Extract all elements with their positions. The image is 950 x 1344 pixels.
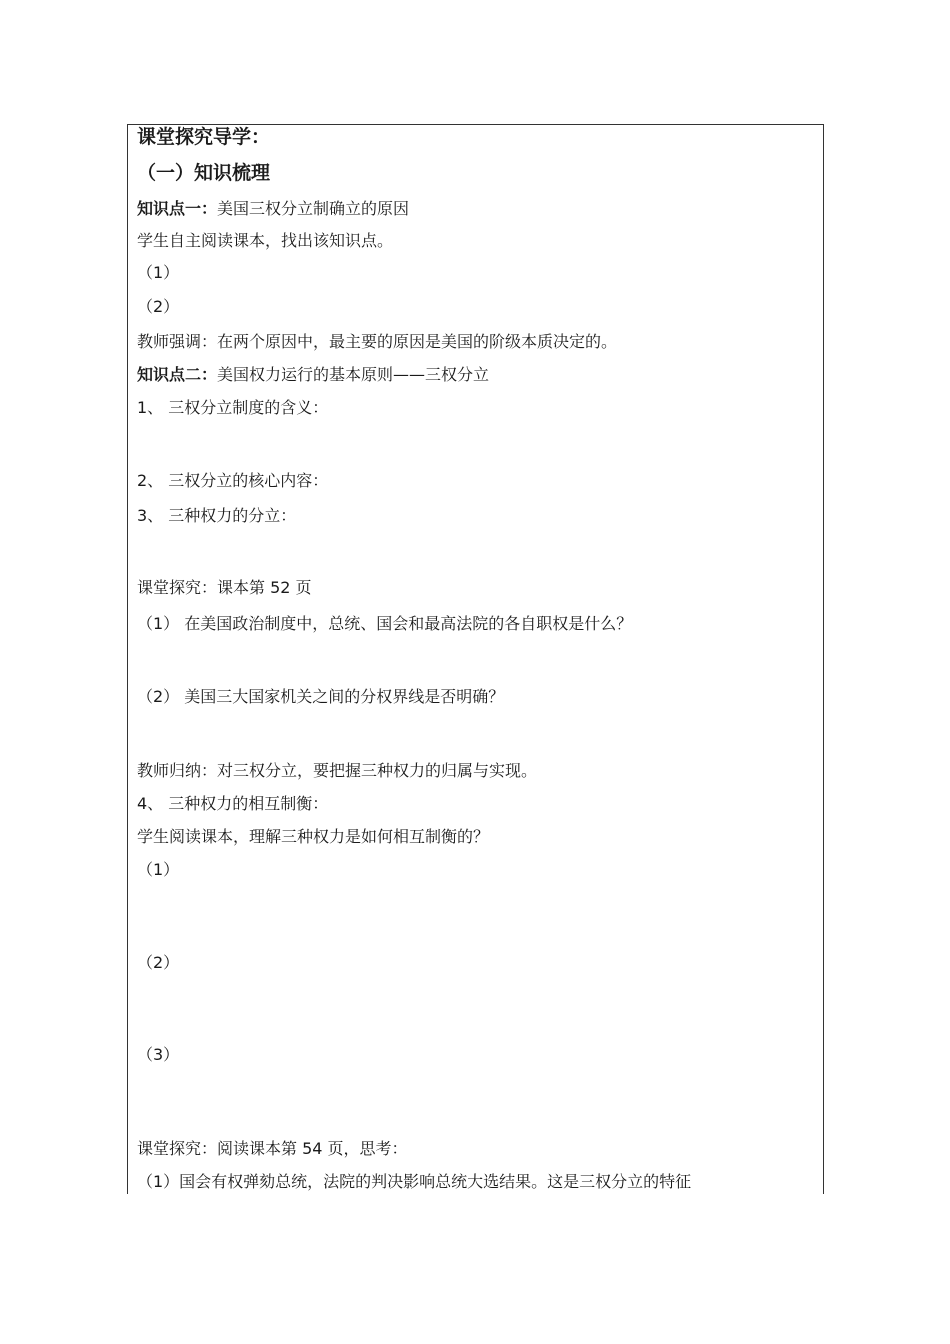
kp1-item-2: （2） (137, 297, 180, 316)
kp2-item-1: 1、 三权分立制度的含义： (137, 398, 329, 417)
checks-item-2: （2） (137, 953, 180, 972)
explore-1-question-2: （2） 美国三大国家机关之间的分权界线是否明确？ (137, 687, 505, 706)
teacher-summary: 教师归纳：对三权分立，要把握三种权力的归属与实现。 (137, 761, 538, 780)
checks-instruction: 学生阅读课本，理解三种权力是如何相互制衡的？ (137, 827, 490, 846)
checks-item-1: （1） (137, 860, 180, 879)
kp2-item-3: 3、 三种权力的分立： (137, 506, 297, 525)
kp1-teacher-note: 教师强调：在两个原因中，最主要的原因是美国的阶级本质决定的。 (137, 332, 618, 351)
knowledge-point-2-text: 美国权力运行的基本原则——三权分立 (217, 365, 490, 384)
knowledge-point-2 (137, 365, 489, 385)
kp1-instruction: 学生自主阅读课本，找出该知识点。 (137, 231, 394, 250)
section-title: 课堂探究导学： (137, 126, 271, 148)
document-frame (127, 124, 824, 1194)
kp2-item-2: 2、 三权分立的核心内容： (137, 471, 329, 490)
checks-item-3: （3） (137, 1045, 180, 1064)
subsection-title: （一）知识梳理 (137, 162, 271, 184)
explore-1-title: 课堂探究：课本第 52 页 (137, 578, 312, 597)
knowledge-point-2-label: 知识点二： (137, 365, 218, 384)
kp1-item-1: （1） (137, 263, 180, 282)
explore-2-title: 课堂探究：阅读课本第 54 页，思考： (137, 1139, 408, 1158)
kp2-item-4: 4、 三种权力的相互制衡： (137, 794, 329, 813)
knowledge-point-1-text: 美国三权分立制确立的原因 (217, 199, 410, 218)
explore-1-question-1: （1） 在美国政治制度中，总统、国会和最高法院的各自职权是什么？ (137, 614, 633, 633)
knowledge-point-1-label: 知识点一： (137, 199, 218, 218)
knowledge-point-1 (137, 199, 409, 219)
explore-2-question-1: （1）国会有权弹劾总统，法院的判决影响总统大选结果。这是三权分立的特征 (137, 1172, 692, 1191)
